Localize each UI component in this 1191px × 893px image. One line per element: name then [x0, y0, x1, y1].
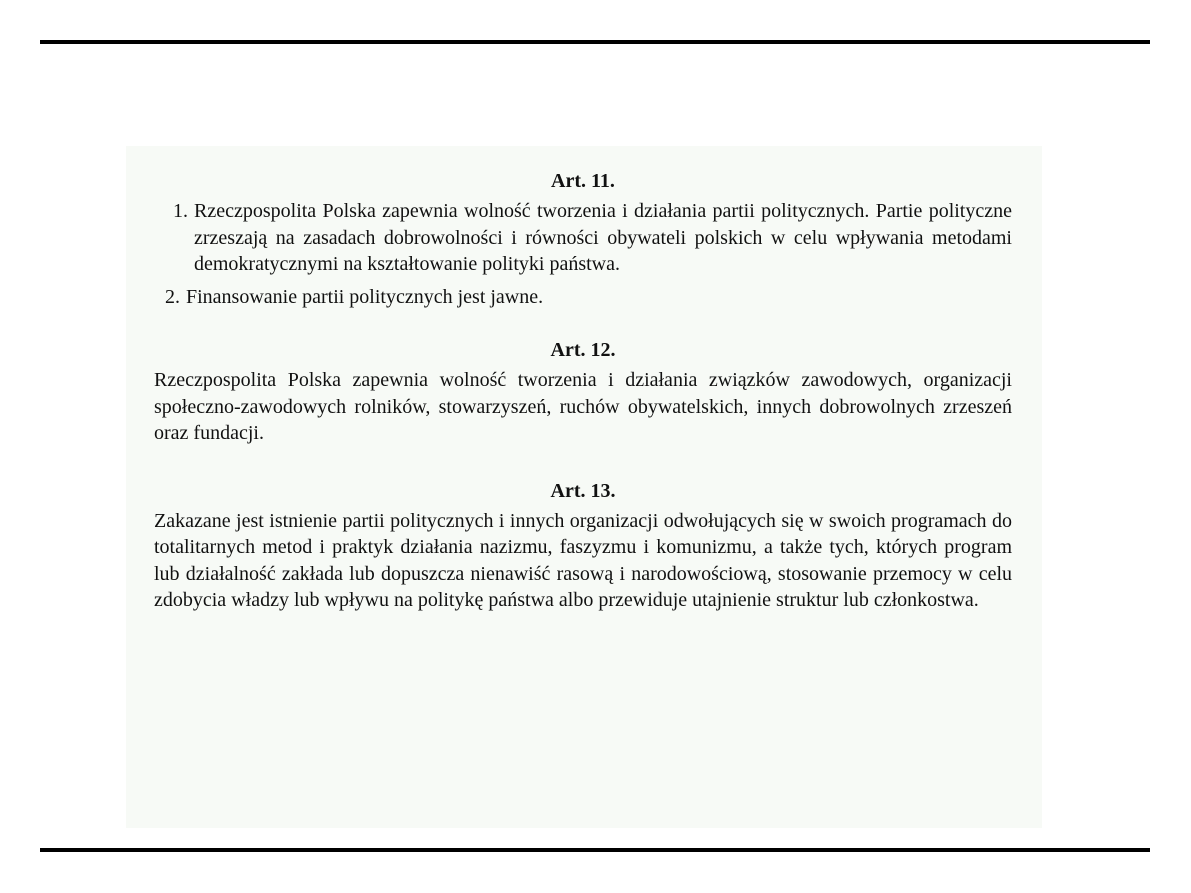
bottom-rule	[40, 848, 1150, 852]
list-item-number: 1.	[173, 200, 188, 222]
list-item	[154, 198, 1012, 278]
article-13-text: Zakazane jest istnienie partii politycznych i innych organizacji odwołujących się w swoich programach do totalitarnych metod i praktyk działania nazizmu, faszyzmu i komunizmu, a także tych, których program lub działalność zakłada lub dopuszcza nienawiść rasową i narodowościową, stosowanie przemocy w celu zdobycia władzy lub wpływu na politykę państwa albo przewiduje utajnienie struktur lub członkostwa.	[154, 509, 1012, 611]
article-11-title: Art. 11.	[551, 170, 615, 192]
article-13	[154, 478, 1012, 614]
top-rule	[40, 40, 1150, 44]
constitution-excerpt-panel	[126, 146, 1042, 828]
article-11	[154, 168, 1012, 310]
article-11-list	[154, 198, 1012, 310]
list-item-text: Finansowanie partii politycznych jest jawne.	[186, 285, 544, 308]
list-item	[154, 284, 1012, 311]
article-12	[154, 337, 1012, 447]
list-item-number: 2.	[165, 285, 180, 308]
article-12-text: Rzeczpospolita Polska zapewnia wolność tworzenia i działania związków zawodowych, organizacji społeczno-zawodowych rolników, stowarzyszeń, ruchów obywatelskich, innych dobrowolnych zrzeszeń oraz fundacji.	[154, 369, 1012, 444]
article-12-title: Art. 12.	[550, 339, 616, 361]
article-13-title: Art. 13.	[550, 479, 616, 502]
list-item-text: Rzeczpospolita Polska zapewnia wolność tworzenia i działania partii politycznych. Partie polityczne zrzeszają na zasadach dobrowolności i równości obywateli polskich w celu wpływania metodami demokratycznymi na kształtowanie polityki państwa.	[194, 200, 1012, 275]
